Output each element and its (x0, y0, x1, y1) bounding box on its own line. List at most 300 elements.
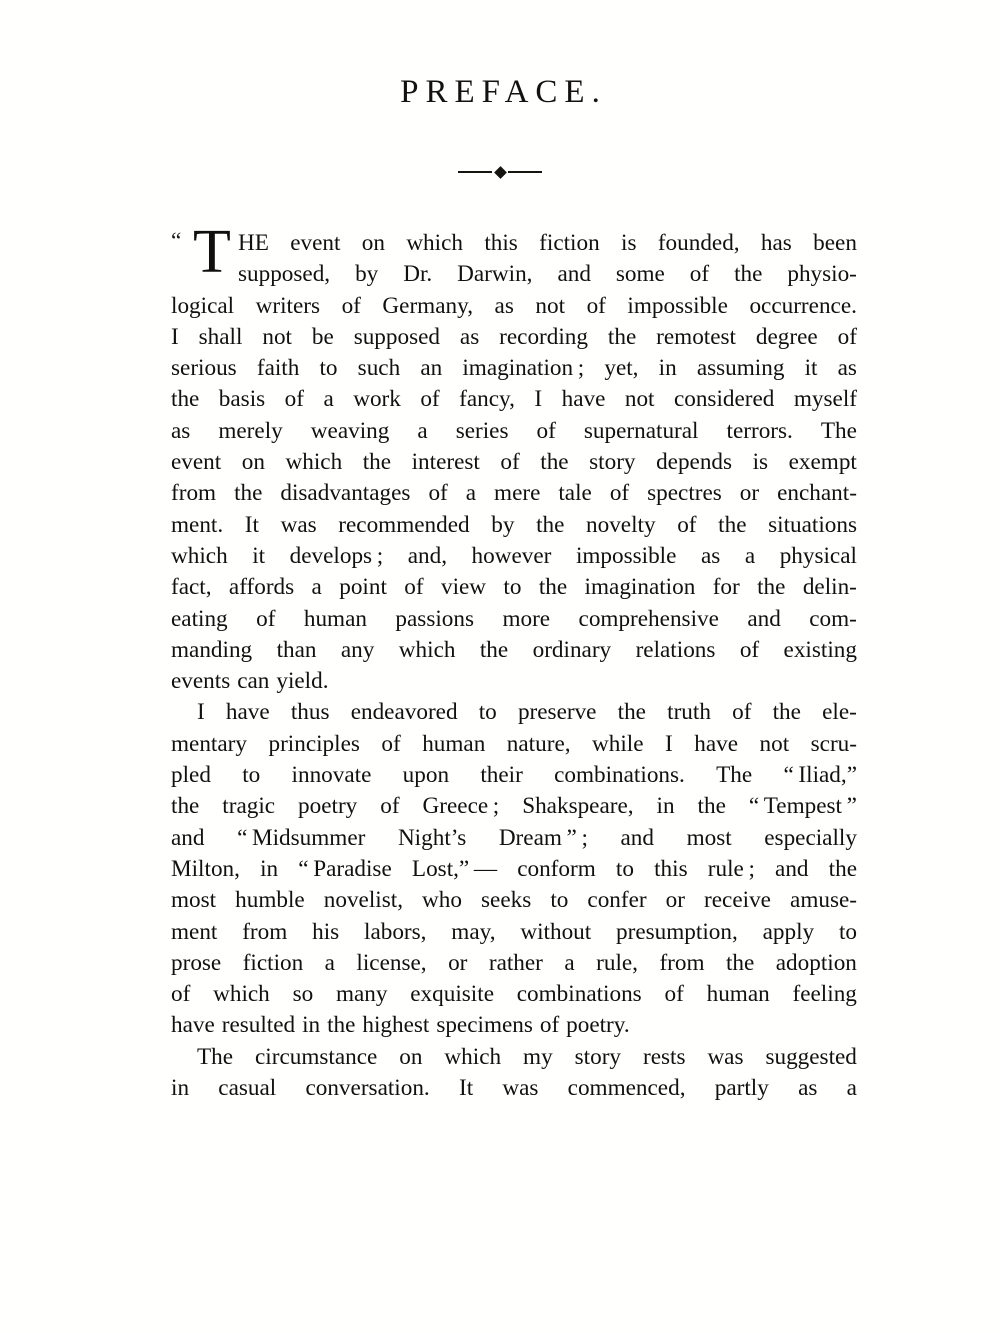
word: of (732, 699, 752, 726)
word: such (357, 355, 401, 382)
word: commenced, (567, 1075, 686, 1102)
word: weaving (310, 417, 390, 444)
word: disadvantages (280, 480, 411, 507)
word: of (500, 449, 520, 476)
word: many (335, 981, 388, 1008)
word: I (171, 323, 179, 350)
word: recommended (338, 511, 470, 538)
word: not (262, 323, 292, 350)
text-line (171, 541, 857, 572)
word: was (280, 511, 317, 538)
text-line (171, 291, 857, 322)
word: human (422, 730, 486, 757)
word: to (615, 855, 634, 882)
word: affords (228, 574, 295, 601)
word: of (539, 1012, 560, 1039)
text-line (171, 384, 857, 415)
word: my (523, 1043, 553, 1070)
word: the (171, 386, 200, 413)
word: a (465, 480, 477, 507)
word: not (759, 730, 790, 757)
word: without (520, 918, 592, 945)
word: of (536, 417, 556, 444)
text-line (171, 447, 857, 478)
word: to (242, 762, 261, 789)
text-line (171, 666, 857, 697)
word: resulted (221, 1012, 296, 1039)
word: and, (407, 542, 447, 569)
word: his (312, 918, 340, 945)
word: have (225, 699, 270, 726)
word: novelty (586, 511, 656, 538)
word: of (256, 605, 276, 632)
word: not (535, 292, 566, 319)
word: of (428, 480, 448, 507)
word: truth (667, 699, 711, 726)
word: the (617, 699, 646, 726)
word: pled (171, 762, 211, 789)
word: of (420, 386, 440, 413)
word: it (804, 355, 818, 382)
word: was (707, 1043, 744, 1070)
word: receive (704, 887, 771, 914)
word: been (813, 230, 857, 256)
word: may, (451, 918, 496, 945)
word: a (323, 386, 334, 413)
word: passions (395, 605, 474, 632)
word: be (311, 323, 334, 350)
word: ele- (822, 699, 857, 726)
word: the (772, 699, 801, 726)
word: the (327, 1012, 356, 1039)
word: Dr. (403, 261, 433, 288)
word: existing (783, 636, 857, 663)
word: mere (494, 480, 541, 507)
word: which (171, 542, 228, 569)
word: to (478, 699, 497, 726)
word: “ Midsummer (237, 824, 366, 851)
word: comprehensive (578, 605, 719, 632)
word: develops ; (289, 542, 384, 569)
word: to (319, 355, 338, 382)
word: yet, (604, 355, 639, 382)
word: as (494, 292, 514, 319)
text-line (171, 729, 857, 760)
word: on (361, 230, 385, 256)
word: highest (362, 1012, 430, 1039)
word: merely (218, 417, 283, 444)
word: a (744, 542, 756, 569)
preface-body-text (171, 218, 857, 1104)
word: adoption (775, 949, 857, 976)
word: specimens (436, 1012, 533, 1039)
word: and (171, 824, 205, 851)
word: Darwin, (457, 261, 533, 288)
word: the (757, 574, 786, 601)
word: recording (499, 323, 588, 350)
word: however (471, 542, 552, 569)
word: the (234, 480, 263, 507)
word: from (659, 949, 705, 976)
word: of (381, 730, 401, 757)
word: series (455, 417, 509, 444)
word: in (260, 855, 279, 882)
word: a (564, 949, 575, 976)
word: rule, (596, 949, 638, 976)
word: as (171, 417, 191, 444)
word: story (574, 1043, 622, 1070)
word: or (665, 887, 685, 914)
text-line (171, 948, 857, 979)
word: Milton, (171, 855, 240, 882)
word: spectres (647, 480, 722, 507)
word: fact, (171, 574, 212, 601)
word: have (171, 1012, 215, 1039)
word: presumption, (616, 918, 738, 945)
word: fiction (242, 949, 304, 976)
word: and (557, 261, 591, 288)
word: principles (268, 730, 360, 757)
text-line (171, 572, 857, 603)
word: “ Paradise (298, 855, 392, 882)
word: a (311, 574, 322, 601)
word: than (276, 636, 317, 663)
text-line (171, 259, 857, 290)
word: supernatural (583, 417, 699, 444)
word: in (302, 1012, 321, 1039)
word: has (760, 230, 792, 256)
word: by (491, 511, 515, 538)
word: point (339, 574, 387, 601)
word: the (734, 261, 763, 288)
word: can (237, 668, 270, 695)
word: rests (642, 1043, 686, 1070)
text-line (171, 478, 857, 509)
word: suggested (765, 1043, 857, 1070)
word: Shakspeare, (522, 793, 634, 820)
word: impossible (627, 292, 728, 319)
word: most (171, 887, 217, 914)
word: license, (356, 949, 427, 976)
divider-bar-right (508, 171, 542, 173)
word: com- (809, 605, 857, 632)
word: ordinary (532, 636, 612, 663)
word: on (399, 1043, 423, 1070)
word: “ Tempest ” (748, 793, 857, 820)
word: innovate (291, 762, 372, 789)
word: degree (755, 323, 818, 350)
word: this (484, 230, 518, 256)
word: eating (171, 605, 228, 632)
word: have (694, 730, 739, 757)
word: is (621, 230, 637, 256)
word: from (242, 918, 288, 945)
word: supposed (353, 323, 440, 350)
word: poetry. (566, 1012, 630, 1039)
word: while (592, 730, 644, 757)
word: scru- (810, 730, 857, 757)
word: apply (762, 918, 815, 945)
word: is (752, 449, 769, 476)
word: or (739, 480, 760, 507)
word: have (561, 386, 606, 413)
text-line (171, 854, 857, 885)
word: of (664, 981, 684, 1008)
word: the (536, 511, 565, 538)
word: the (828, 855, 857, 882)
word: of (837, 323, 857, 350)
word: confer (587, 887, 647, 914)
word: I (665, 730, 673, 757)
word: Germany, (382, 292, 473, 319)
word: exquisite (410, 981, 494, 1008)
word: which (444, 1043, 502, 1070)
word: upon (402, 762, 450, 789)
word: as (459, 323, 480, 350)
word: tragic (222, 793, 276, 820)
word: ment (171, 918, 218, 945)
word: event (171, 449, 222, 476)
word: Lost,” — (411, 855, 498, 882)
word: The (197, 1043, 234, 1070)
word: relations (635, 636, 716, 663)
word: the (697, 793, 726, 820)
text-line (171, 1042, 857, 1073)
word: faith (256, 355, 300, 382)
word: any (340, 636, 375, 663)
word: an (420, 355, 443, 382)
word: especially (764, 824, 857, 851)
word: labors, (364, 918, 427, 945)
word: impossible (575, 542, 677, 569)
word: I (534, 386, 543, 413)
word: so (292, 981, 314, 1008)
word: was (502, 1075, 539, 1102)
word: feeling (792, 981, 857, 1008)
word: logical (171, 292, 235, 319)
word: the (538, 574, 568, 601)
word: by (355, 261, 379, 288)
word: The (820, 417, 857, 444)
word: of (341, 292, 361, 319)
word: to (838, 918, 857, 945)
word: Dream ” ; (498, 824, 588, 851)
word: who (422, 887, 462, 914)
word: serious (171, 355, 237, 382)
word: human (706, 981, 770, 1008)
word: occurrence. (749, 292, 857, 319)
diamond-rule-divider-icon (458, 163, 542, 181)
word: fiction (539, 230, 600, 256)
word: in (658, 355, 677, 382)
word: basis (218, 386, 266, 413)
text-line (171, 322, 857, 353)
word: a (324, 949, 335, 976)
text-line (171, 635, 857, 666)
word: to (503, 574, 522, 601)
word: for (712, 574, 740, 601)
word: nature, (506, 730, 571, 757)
word: as (700, 542, 721, 569)
word: seeks (481, 887, 532, 914)
word: conversation. (305, 1075, 430, 1102)
word: the (362, 449, 392, 476)
word: supposed, (238, 261, 331, 288)
drop-cap-letter: T (193, 218, 231, 286)
word: of (689, 261, 710, 288)
word: manding (171, 636, 253, 663)
word: imagination (584, 574, 696, 601)
word: of (380, 793, 400, 820)
text-line (171, 416, 857, 447)
word: events (171, 668, 231, 695)
word: more (502, 605, 551, 632)
word: It (244, 511, 259, 538)
text-line (171, 979, 857, 1010)
word: preserve (517, 699, 597, 726)
word: and (620, 824, 654, 851)
word: situations (768, 511, 857, 538)
page-title: PREFACE. (400, 74, 607, 110)
word: physical (779, 542, 857, 569)
word: HE (238, 230, 269, 256)
word: endeavored (350, 699, 458, 726)
text-line (171, 791, 857, 822)
word: Night’s (397, 824, 467, 851)
word: as (837, 355, 857, 382)
word: their (480, 762, 523, 789)
word: founded, (657, 230, 740, 256)
word: interest (411, 449, 480, 476)
word: humble (235, 887, 305, 914)
word: The (716, 762, 753, 789)
word: ment. (171, 511, 224, 538)
word: and (775, 855, 809, 882)
word: this (654, 855, 688, 882)
text-line (171, 917, 857, 948)
word: of (609, 480, 630, 507)
word: physio- (787, 261, 857, 288)
word: of (404, 574, 424, 601)
text-line (171, 1010, 857, 1041)
word: tale (558, 480, 592, 507)
word: view (440, 574, 487, 601)
word: of (586, 292, 606, 319)
word: which (285, 449, 343, 476)
opening-quotation-mark: “ (171, 228, 182, 254)
word: to (550, 887, 569, 914)
word: of (171, 981, 191, 1008)
word: which (406, 230, 463, 256)
word: from (171, 480, 217, 507)
word: of (739, 636, 760, 663)
word: as (798, 1075, 818, 1102)
word: delin- (802, 574, 857, 601)
word: partly (714, 1075, 769, 1102)
word: shall (198, 323, 243, 350)
text-line (171, 823, 857, 854)
word: considered (673, 386, 775, 413)
text-line (171, 604, 857, 635)
word: the (607, 323, 637, 350)
word: poetry (298, 793, 358, 820)
word: casual (218, 1075, 277, 1102)
word: the (171, 793, 200, 820)
word: the (479, 636, 509, 663)
word: “ Iliad,” (783, 762, 857, 789)
word: combinations. (554, 762, 685, 789)
word: the (725, 949, 755, 976)
word: thus (290, 699, 330, 726)
word: a (417, 417, 428, 444)
word: I (197, 699, 205, 726)
word: story (589, 449, 636, 476)
text-line (171, 885, 857, 916)
word: the (540, 449, 569, 476)
word: work (353, 386, 401, 413)
word: myself (793, 386, 857, 413)
word: which (213, 981, 270, 1008)
word: remotest (656, 323, 736, 350)
word: yield. (276, 668, 329, 695)
word: event (290, 230, 341, 256)
word: of (677, 511, 697, 538)
text-line (171, 1073, 857, 1104)
divider-bar-left (458, 171, 492, 173)
text-line (171, 760, 857, 791)
word: rule ; (707, 855, 755, 882)
word: it (252, 542, 266, 569)
word: terrors. (726, 417, 793, 444)
word: most (686, 824, 732, 851)
word: in (656, 793, 675, 820)
word: imagination ; (462, 355, 585, 382)
word: of (284, 386, 304, 413)
word: Greece ; (422, 793, 500, 820)
word: circumstance (255, 1043, 378, 1070)
word: human (303, 605, 367, 632)
word: a (846, 1075, 857, 1102)
word: and (747, 605, 781, 632)
word: amuse- (790, 887, 857, 914)
word: on (241, 449, 265, 476)
word: exempt (788, 449, 857, 476)
word: novelist, (323, 887, 403, 914)
text-line (171, 353, 857, 384)
word: not (624, 386, 655, 413)
word: conform (517, 855, 596, 882)
word: fancy, (459, 386, 515, 413)
word: rather (488, 949, 543, 976)
text-line (171, 697, 857, 728)
word: writers (255, 292, 321, 319)
word: mentary (171, 730, 247, 757)
text-line (171, 228, 857, 259)
word: in (171, 1075, 190, 1102)
divider-diamond (494, 166, 507, 179)
word: It (458, 1075, 474, 1102)
word: assuming (696, 355, 785, 382)
word: some (615, 261, 665, 288)
word: or (448, 949, 468, 976)
word: which (398, 636, 456, 663)
word: the (718, 511, 747, 538)
word: depends (656, 449, 733, 476)
word: enchant- (777, 480, 857, 507)
text-line (171, 510, 857, 541)
word: prose (171, 949, 222, 976)
word: combinations (516, 981, 642, 1008)
